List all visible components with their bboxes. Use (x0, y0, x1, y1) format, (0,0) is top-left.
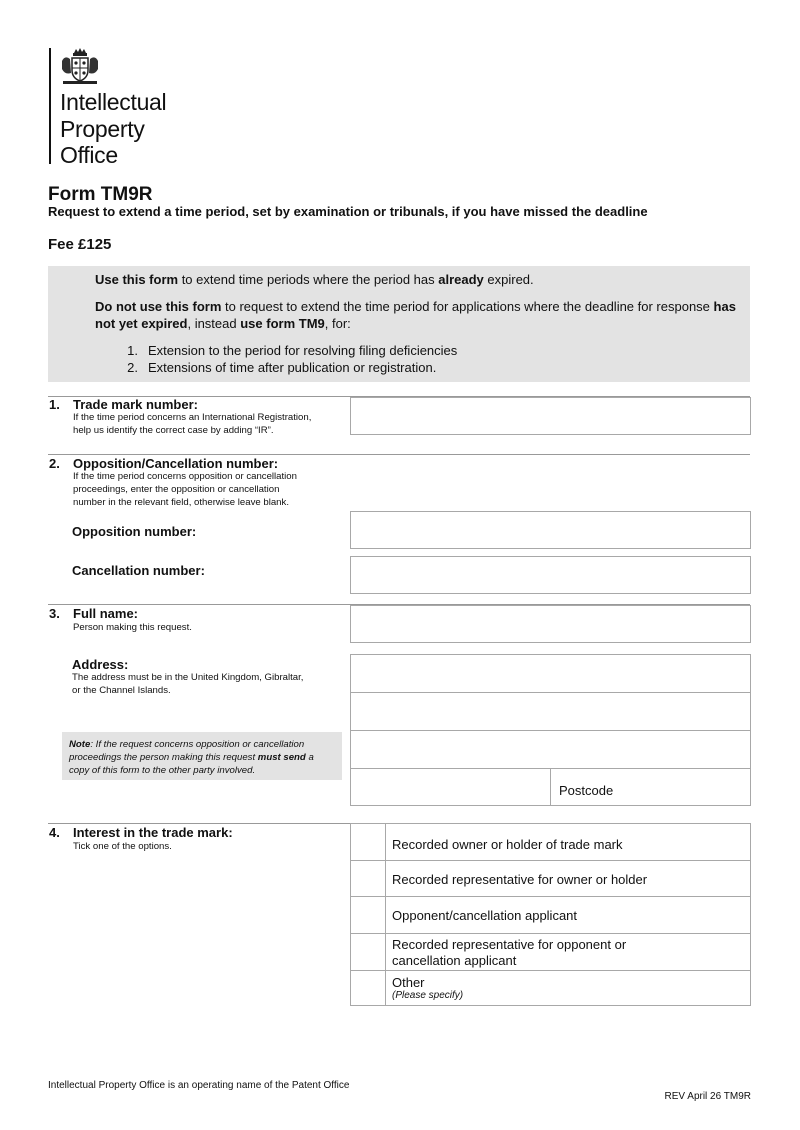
info-line-1-end: expired. (483, 272, 534, 287)
option-label-line: Recorded representative for opponent or (392, 937, 627, 952)
option-label: Opponent/cancellation applicant (392, 908, 578, 923)
postcode-label: Postcode (559, 783, 614, 798)
section-4-help: Tick one of the options. (73, 841, 172, 852)
option-label: Recorded representative for owner or holder (392, 872, 648, 887)
help-line: If the time period concerns opposition or cancellation (73, 471, 297, 482)
opponent-representative-checkbox[interactable] (350, 933, 386, 971)
form-subtitle: Request to extend a time period, set by examination or tribunals, if you have missed the deadline (48, 204, 648, 219)
list-text: Extensions of time after publication or registration. (148, 360, 437, 375)
other-checkbox[interactable] (350, 970, 386, 1006)
section-1-number: 1. (49, 397, 60, 412)
info-line-2-end: , for: (324, 316, 351, 331)
list-number: 2. (127, 360, 138, 375)
address-label: Address: (72, 657, 129, 672)
section-4-number: 4. (49, 825, 60, 840)
address-line-4-input[interactable] (350, 768, 551, 806)
opposition-number-input[interactable] (350, 511, 751, 549)
note-box (62, 732, 342, 780)
note-text-2: a copy of this form to the other party involved. (69, 752, 314, 776)
help-line: proceedings, enter the opposition or cancellation (73, 484, 280, 495)
section-2-number: 2. (49, 456, 60, 471)
list-text: Extension to the period for resolving filing deficiencies (148, 343, 458, 358)
address-line-3-input[interactable] (350, 730, 751, 769)
help-line: The address must be in the United Kingdom, Gibraltar, (72, 672, 304, 683)
info-line-2-bold: Do not use this form (95, 299, 222, 314)
info-line-2-bold2: has not yet expired (95, 299, 736, 331)
info-line-2 (95, 298, 747, 332)
section-2-help (73, 470, 297, 509)
section-2-title: Opposition/Cancellation number: (73, 456, 279, 471)
info-line-2-rest: to request to extend the time period for applications where the deadline for response (221, 299, 714, 314)
info-line-1-bold: Use this form (95, 272, 179, 287)
info-line-1-bold2: already (438, 272, 484, 287)
info-line-1-rest: to extend time periods where the period has (178, 272, 439, 287)
note-text: : If the request concerns opposition or cancellation proceedings the person making this request (69, 739, 305, 763)
option-label (392, 937, 626, 969)
section-1-help (73, 411, 311, 437)
section-4-title: Interest in the trade mark: (73, 825, 233, 840)
postcode-input[interactable] (550, 768, 751, 806)
footer-note: Intellectual Property Office is an operating name of the Patent Office (48, 1080, 350, 1091)
option-sublabel: (Please specify) (392, 990, 464, 1001)
option-row (350, 970, 751, 1006)
option-row (350, 896, 751, 934)
cancellation-number-input[interactable] (350, 556, 751, 594)
help-line: If the time period concerns an International Registration, (73, 412, 312, 423)
opponent-checkbox[interactable] (350, 896, 386, 934)
note-bold-2: must send (257, 752, 306, 763)
option-row (350, 860, 751, 897)
logo-line-3: Office (60, 142, 118, 168)
option-row (350, 823, 751, 861)
info-line-1 (95, 271, 534, 288)
option-row (350, 933, 751, 971)
section-divider (48, 454, 750, 455)
form-revision: REV April 26 TM9R (664, 1091, 751, 1102)
info-line-2-rest2: , instead (187, 316, 241, 331)
logo-divider (49, 48, 51, 164)
info-line-2-bold3: use form TM9 (240, 316, 325, 331)
help-line: number in the relevant field, otherwise leave blank. (73, 497, 289, 508)
logo-text (60, 89, 166, 169)
form-title: Form TM9R (48, 184, 153, 205)
option-label: Recorded owner or holder of trade mark (392, 837, 623, 852)
section-3-title: Full name: (73, 606, 139, 621)
section-1-title: Trade mark number: (73, 397, 198, 412)
section-3-number: 3. (49, 606, 60, 621)
help-line: or the Channel Islands. (72, 685, 171, 696)
royal-crest-icon (58, 47, 102, 87)
address-help (72, 671, 303, 697)
list-number: 1. (127, 343, 138, 358)
option-label: Other (392, 975, 425, 990)
info-box (48, 266, 750, 382)
address-line-2-input[interactable] (350, 692, 751, 731)
help-line: help us identify the correct case by adding “IR”. (73, 425, 274, 436)
cancellation-number-label: Cancellation number: (72, 563, 205, 578)
interest-options (350, 823, 751, 1006)
trade-mark-number-input[interactable] (350, 397, 751, 435)
address-line-1-input[interactable] (350, 654, 751, 693)
option-label-line: cancellation applicant (392, 953, 517, 968)
fee-label: Fee £125 (48, 236, 112, 253)
note-bold: Note (69, 739, 91, 750)
owner-checkbox[interactable] (350, 823, 386, 861)
logo-line-1: Intellectual (60, 89, 167, 115)
section-3-help: Person making this request. (73, 622, 192, 633)
full-name-input[interactable] (350, 605, 751, 643)
logo-line-2: Property (60, 115, 145, 142)
representative-checkbox[interactable] (350, 860, 386, 897)
opposition-number-label: Opposition number: (72, 524, 197, 539)
